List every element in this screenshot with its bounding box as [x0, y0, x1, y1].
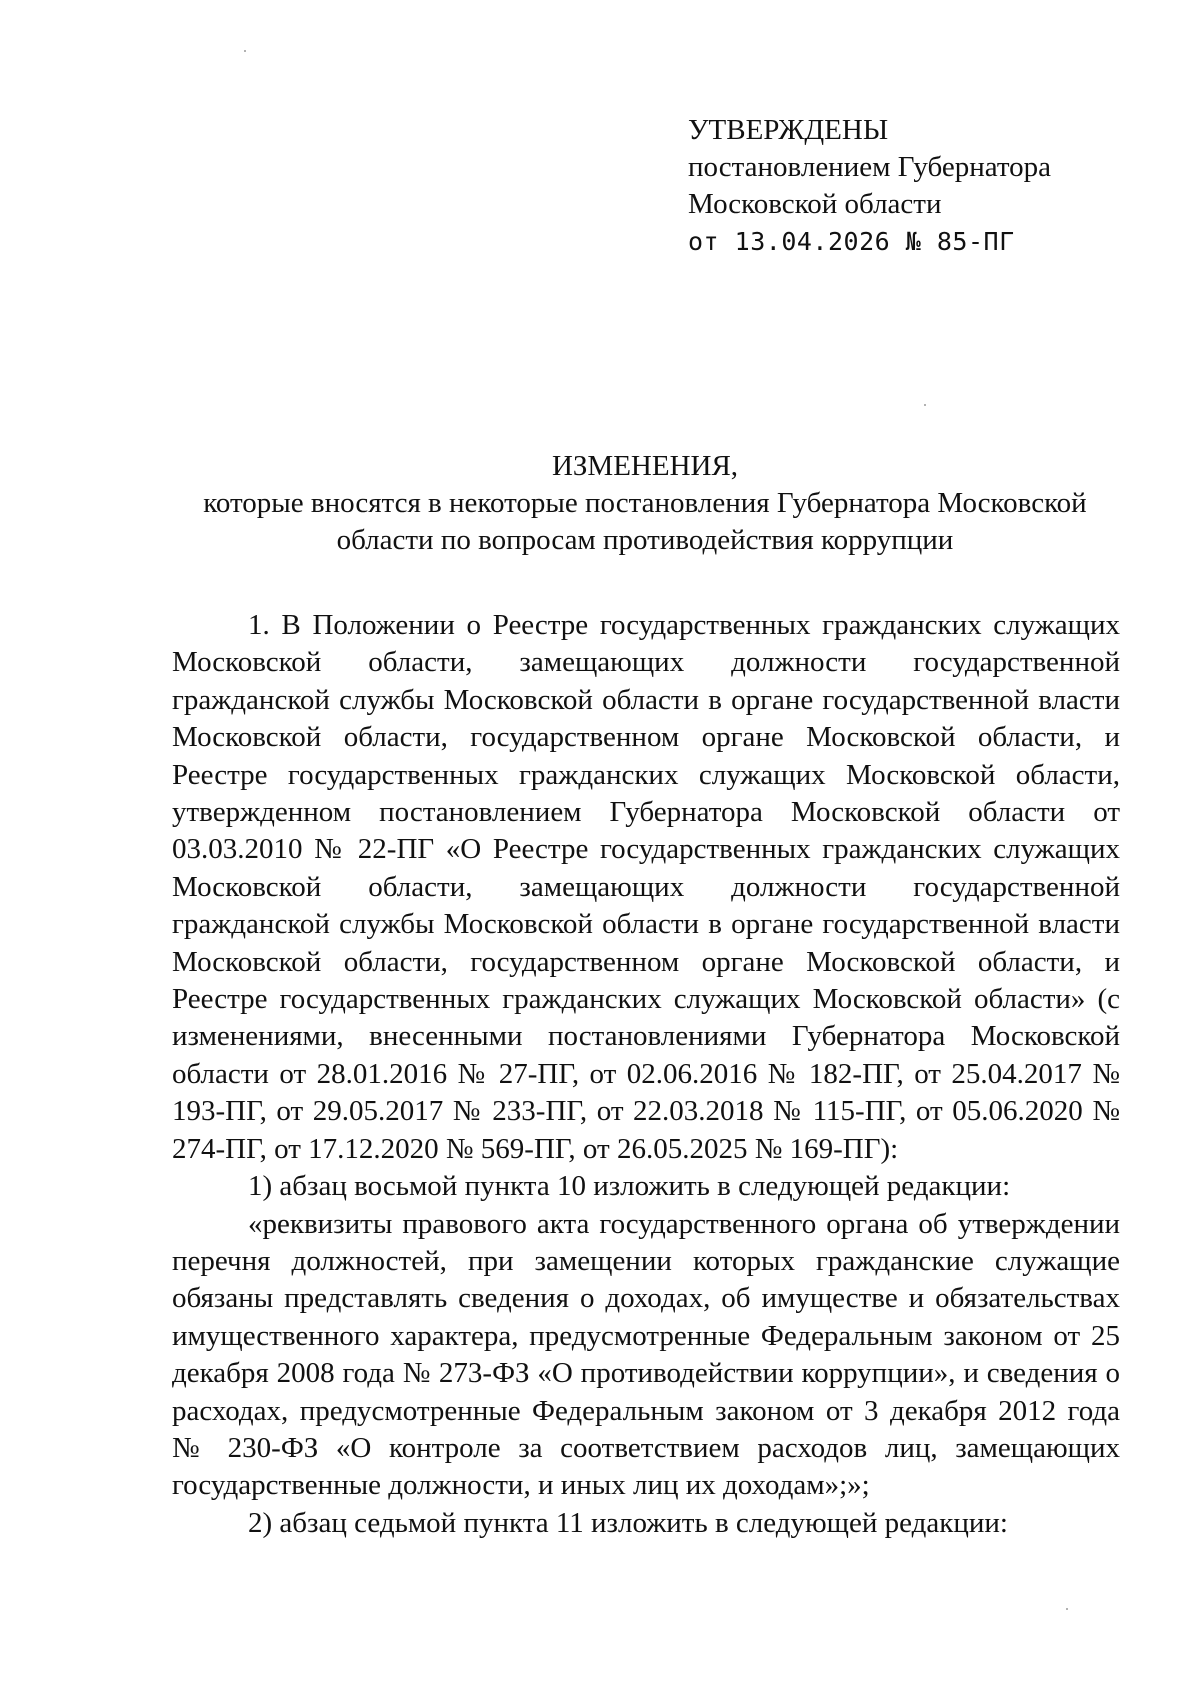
approval-date-prefix: от [688, 227, 720, 256]
document-title [170, 448, 1120, 559]
scan-speck [244, 50, 246, 52]
approval-title: УТВЕРЖДЕНЫ [688, 114, 889, 146]
paragraph-1: 1. В Положении о Реестре государственных гражданских служащих Московской области, замещающих должности государственной гражданской службы Московской области в органе государственной власти Московской области, государственном органе Московской области, и Реестре государственных гражданских служащих Московской области, утвержденном постановлением Губернатора Московской области от 03.03.2010 № 22-ПГ «О Реестре государственных гражданских служащих Московской области, замещающих должности государственной гражданской службы Московской области в органе государственной власти Московской области, государственном органе Московской области, и Реестре государственных гражданских служащих Московской области» (с изменениями, внесенными постановлениями Губернатора Московской области от 28.01.2016 № 27-ПГ, от 02.06.2016 № 182-ПГ, от 25.04.2017 № 193-ПГ, от 29.05.2017 № 233-ПГ, от 22.03.2018 № 115-ПГ, от 05.06.2020 № 274-ПГ, от 17.12.2020 № 569-ПГ, от 26.05.2025 № 169-ПГ): [172, 609, 1120, 1165]
amendment-item-1: 1) абзац восьмой пункта 10 изложить в следующей редакции: [248, 1170, 1011, 1203]
approval-region: Московской области [688, 188, 942, 220]
title-heading: ИЗМЕНЕНИЯ, [551, 450, 739, 482]
approval-date: 13.04.2026 [734, 227, 891, 256]
title-subtitle-line-1: которые вносятся в некоторые постановления Губернатора Московской [203, 487, 1087, 519]
approval-number-sign: № [905, 227, 922, 256]
title-subtitle-line-2: области по вопросам противодействия коррупции [336, 524, 954, 556]
approval-number: 85-ПГ [936, 227, 1015, 256]
approval-issuer: постановлением Губернатора [688, 151, 1052, 183]
approval-stamp [688, 112, 1051, 260]
approval-date-line [688, 223, 1051, 260]
document-body [172, 607, 1120, 1542]
scan-speck [924, 404, 926, 406]
amendment-quote-1: «реквизиты правового акта государственного органа об утверждении перечня должностей, при замещении которых гражданские служащие обязаны представлять сведения о доходах, об имуществе и обязательствах имущественного характера, предусмотренные Федеральным законом от 25 декабря 2008 года № 273-ФЗ «О противодействии коррупции», и сведения о расходах, предусмотренные Федеральным законом от 3 декабря 2012 года № 230-ФЗ «О контроле за соответствием расходов лиц, замещающих государственные должности, и иных лиц их доходам»;»; [172, 1207, 1120, 1502]
scan-speck [1066, 1608, 1068, 1610]
amendment-item-2: 2) абзац седьмой пункта 11 изложить в следующей редакции: [248, 1506, 1008, 1539]
